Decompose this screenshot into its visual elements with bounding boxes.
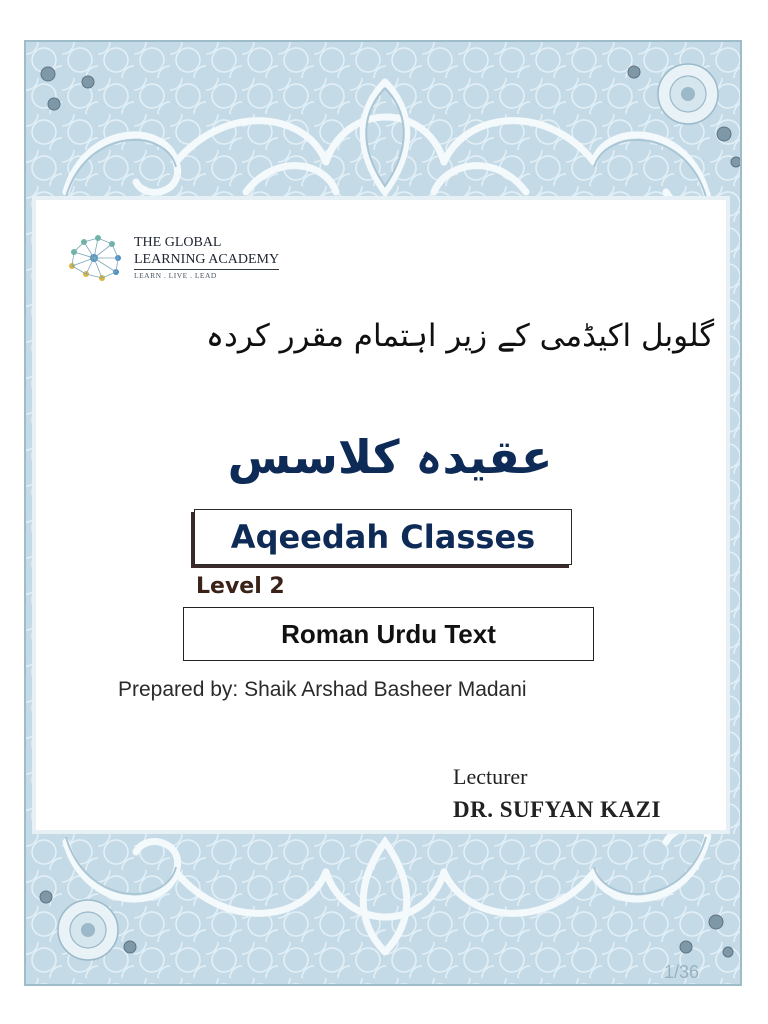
- text-type-box: [183, 607, 594, 661]
- academy-logo-icon: [64, 232, 128, 284]
- prepared-by: Prepared by: Shaik Arshad Basheer Madani: [118, 678, 527, 701]
- english-title: Aqeedah Classes: [230, 518, 536, 556]
- page-indicator: 1/36: [664, 962, 700, 982]
- urdu-title: عقیدہ کلاسس: [227, 430, 553, 484]
- academy-name-line1: THE GLOBAL: [134, 235, 222, 250]
- lecturer-name: DR. SUFYAN KAZI: [453, 797, 661, 822]
- level-label: Level 2: [196, 574, 285, 599]
- academy-name: [134, 234, 279, 270]
- english-title-box: [194, 509, 572, 565]
- academy-name-line2: LEARNING ACADEMY: [134, 251, 279, 270]
- academy-tagline: LEARN . LIVE . LEAD: [134, 271, 217, 280]
- urdu-subtitle: گلوبل اکیڈمی کے زیر اہتمام مقرر کردہ: [205, 318, 715, 354]
- text-type-label: Roman Urdu Text: [281, 619, 496, 649]
- lecturer-label: Lecturer: [453, 764, 528, 789]
